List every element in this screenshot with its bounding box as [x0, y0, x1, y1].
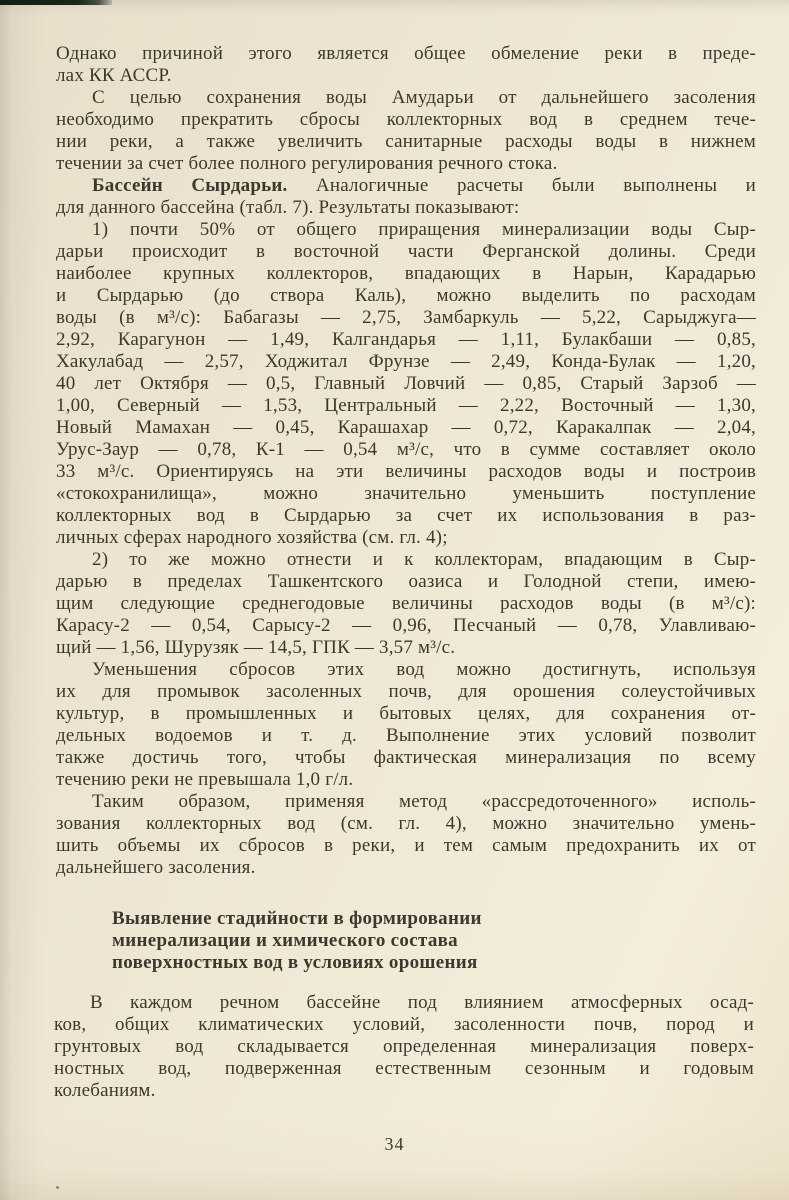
body-text-line: культур, в промышленных и бытовых целях, для сохранения от- — [56, 703, 756, 724]
body-text-line: 1,00, Северный — 1,53, Центральный — 2,22, Восточный — 1,30, — [56, 395, 756, 416]
closing-text-line: В каждом речном бассейне под влиянием атмосферных осад- — [90, 992, 754, 1013]
scan-speck-artifact — [56, 1186, 59, 1189]
body-text-line: личных сферах народного хозяйства (см. гл. 4); — [56, 527, 448, 548]
heading-line: минерализации и химического состава — [112, 930, 458, 951]
bold-run: Бассейн Сырдарьи. — [92, 175, 288, 196]
body-text-line: воды (в м³/с): Бабагазы — 2,75, Замбаркуль — 5,22, Сарыджуга— — [56, 307, 756, 328]
text-run: Аналогичные расчеты были выполнены и — [287, 175, 756, 196]
closing-text-line: ностных вод, подверженная естественным сезонным и годовым — [54, 1058, 754, 1079]
body-text-line: Урус-Заур — 0,78, К-1 — 0,54 м³/с, что в сумме составляет около — [56, 439, 756, 460]
closing-text-line: ков, общих климатических условий, засоленности почв, пород и — [54, 1014, 754, 1035]
heading-line: Выявление стадийности в формировании — [112, 908, 482, 929]
body-text-line: необходимо прекратить сбросы коллекторных вод в среднем тече- — [56, 109, 756, 130]
body-text-line: шить объемы их сбросов в реки, и тем самым предохранить их от — [56, 835, 756, 856]
body-text-line: наиболее крупных коллекторов, впадающих в Нарын, Карадарью — [56, 263, 756, 284]
body-text-line: 1) почти 50% от общего приращения минерализации воды Сыр- — [92, 219, 756, 240]
body-text-line: 2) то же можно отнести и к коллекторам, впадающим в Сыр- — [92, 549, 756, 570]
body-text-line — [56, 175, 756, 197]
body-text-line: Однако причиной этого является общее обмеление реки в преде- — [56, 43, 756, 64]
body-text-line: течении за счет более полного регулирования речного стока. — [56, 153, 558, 174]
body-text-line: Новый Мамахан — 0,45, Карашахар — 0,72, Каракалпак — 2,04, — [56, 417, 756, 438]
body-text-line: щий — 1,56, Шурузяк — 14,5, ГПК — 3,57 м³/с. — [56, 637, 456, 658]
body-text-line: 40 лет Октября — 0,5, Главный Ловчий — 0,85, Старый Зарзоб — — [56, 373, 756, 394]
main-text-block — [56, 43, 756, 879]
body-text-line: «стокохранилища», можно значительно уменьшить поступление — [56, 483, 756, 504]
body-text-line: коллекторных вод в Сырдарью за счет их использования в раз- — [56, 505, 756, 526]
body-text-line: нии реки, а также увеличить санитарные расходы воды в нижнем — [56, 131, 756, 152]
body-text-line: Таким образом, применяя метод «рассредоточенного» исполь- — [92, 791, 756, 812]
body-text-line: щим следующие среднегодовые величины расходов воды (в м³/с): — [56, 593, 756, 614]
body-text-line: 33 м³/с. Ориентируясь на эти величины расходов воды и построив — [56, 461, 756, 482]
closing-text-line: колебаниям. — [54, 1080, 156, 1101]
body-text-line: также достичь того, чтобы фактическая минерализация по всему — [56, 747, 756, 768]
body-text-line: С целью сохранения воды Амударьи от дальнейшего засоления — [92, 87, 756, 108]
body-text-line: лах КК АССР. — [56, 65, 172, 86]
body-text-line: течению реки не превышала 1,0 г/л. — [56, 769, 354, 790]
closing-paragraph — [54, 992, 754, 1102]
closing-text-line: грунтовых вод складывается определенная минерализация поверх- — [54, 1036, 754, 1057]
body-text-line: Карасу-2 — 0,54, Сарысу-2 — 0,96, Песчаный — 0,78, Улавливаю- — [56, 615, 756, 636]
page-number: 34 — [384, 1134, 405, 1154]
body-text-line: зования коллекторных вод (см. гл. 4), можно значительно умень- — [56, 813, 756, 834]
body-text-line: дарьи происходит в восточной части Ферганской долины. Среди — [56, 241, 756, 262]
body-text-line: дальнейшего засоления. — [56, 857, 256, 878]
heading-line: поверхностных вод в условиях орошения — [112, 952, 478, 973]
body-text-line: 2,92, Карагунон — 1,49, Калгандарья — 1,11, Булакбаши — 0,85, — [56, 329, 756, 350]
body-text-line: для данного бассейна (табл. 7). Результаты показывают: — [56, 197, 520, 218]
section-heading — [112, 908, 699, 974]
body-text-line: дарью в пределах Ташкентского оазиса и Голодной степи, имею- — [56, 571, 756, 592]
body-text-line: и Сырдарью (до створа Каль), можно выделить по расходам — [56, 285, 756, 306]
body-text-line: их для промывок засоленных почв, для орошения солеустойчивых — [56, 681, 756, 702]
body-text-line: Хакулабад — 2,57, Ходжитал Фрунзе — 2,49, Конда-Булак — 1,20, — [56, 351, 756, 372]
body-text-line: дельных водоемов и т. д. Выполнение этих условий позволит — [56, 725, 756, 746]
body-text-line: Уменьшения сбросов этих вод можно достигнуть, используя — [92, 659, 756, 680]
scan-edge-artifact — [0, 0, 112, 5]
